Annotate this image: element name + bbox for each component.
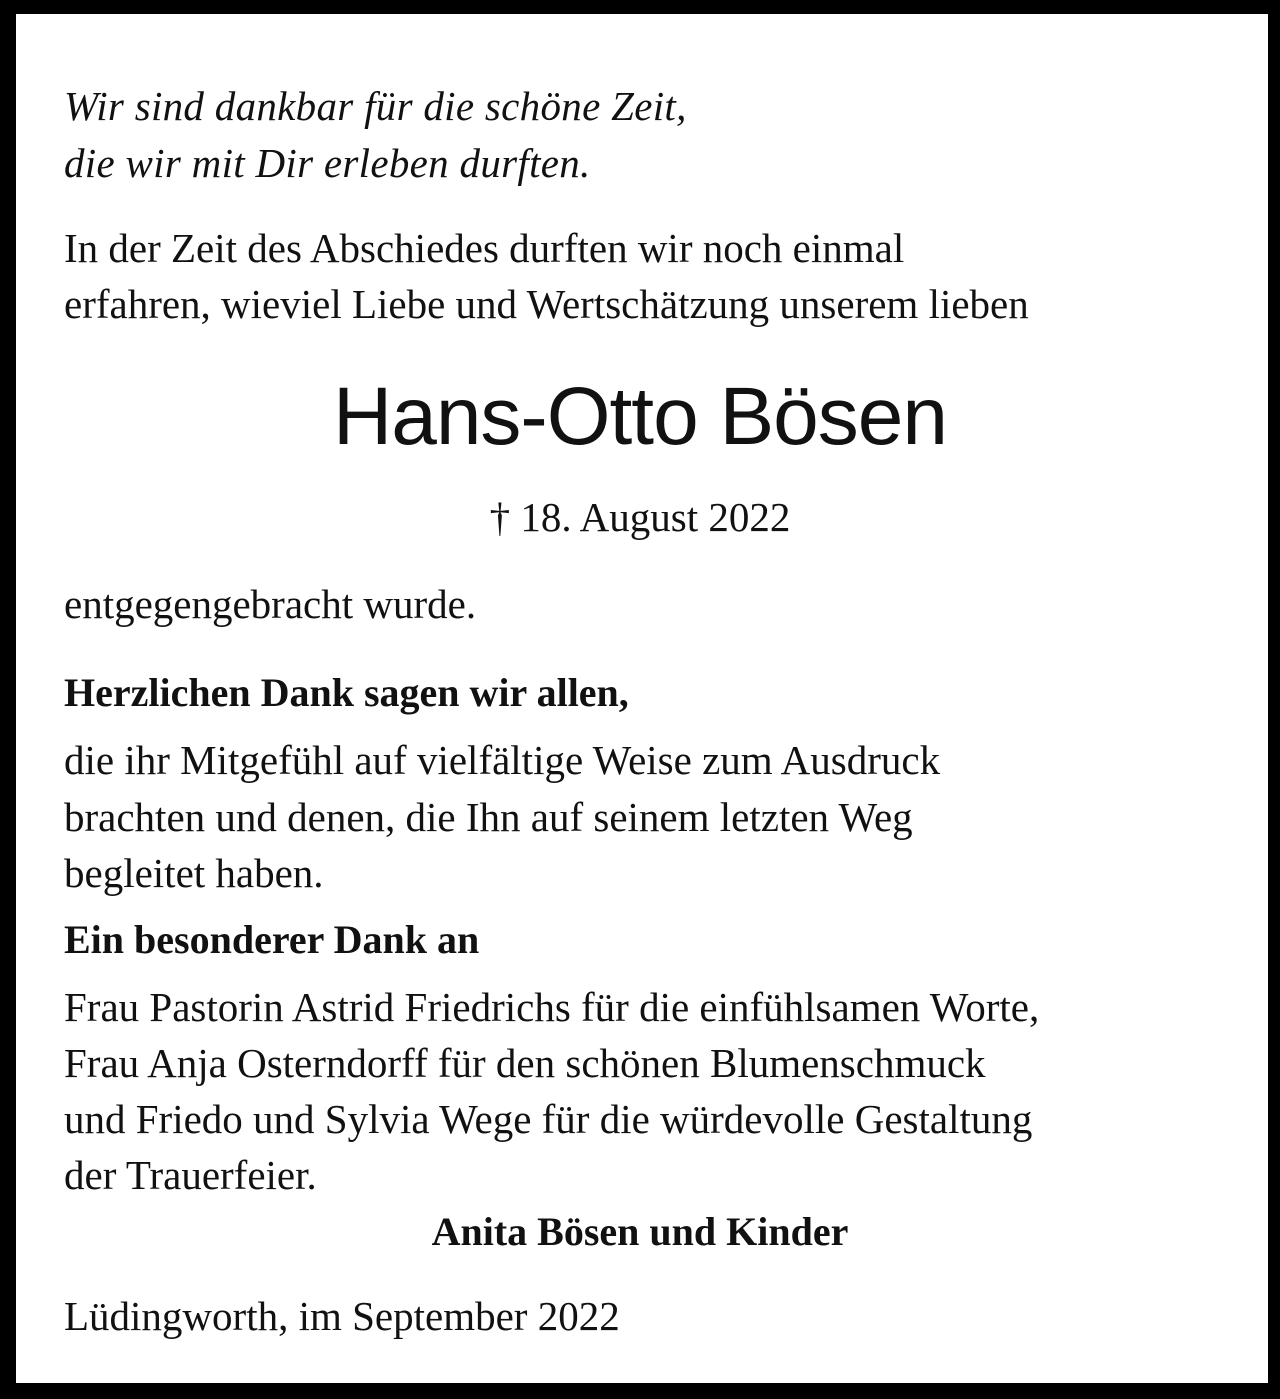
special-thanks-line-1: Frau Pastorin Astrid Friedrichs für die einfühlsamen Worte, [64, 984, 1040, 1030]
special-thanks-line-4: der Trauerfeier. [64, 1152, 317, 1198]
special-thanks-line-2: Frau Anja Osterndorff für den schönen Blumenschmuck [64, 1040, 986, 1086]
intro-line-1: In der Zeit des Abschiedes durften wir noch einmal [64, 225, 905, 271]
special-thanks-line-3: und Friedo und Sylvia Wege für die würdevolle Gestaltung [64, 1096, 1033, 1142]
thanks-line-1: die ihr Mitgefühl auf vielfältige Weise zum Ausdruck [64, 737, 941, 783]
special-thanks-heading: Ein besonderer Dank an [64, 917, 480, 962]
thanks-heading: Herzlichen Dank sagen wir allen, [64, 670, 629, 715]
deceased-name: Hans-Otto Bösen [333, 371, 947, 462]
quote-line-2: die wir mit Dir erleben durften. [64, 140, 591, 186]
intro-line-2: erfahren, wieviel Liebe und Wertschätzung unserem lieben [64, 281, 1029, 327]
signature: Anita Bösen und Kinder [431, 1209, 849, 1254]
place-date: Lüdingworth, im September 2022 [64, 1293, 620, 1339]
thanks-line-2: brachten und denen, die Ihn auf seinem letzten Weg [64, 794, 913, 840]
death-date: † 18. August 2022 [489, 494, 791, 540]
quote-line-1: Wir sind dankbar für die schöne Zeit, [64, 83, 687, 129]
thanks-line-3: begleitet haben. [64, 850, 324, 896]
closing-intro: entgegengebracht wurde. [64, 581, 477, 627]
